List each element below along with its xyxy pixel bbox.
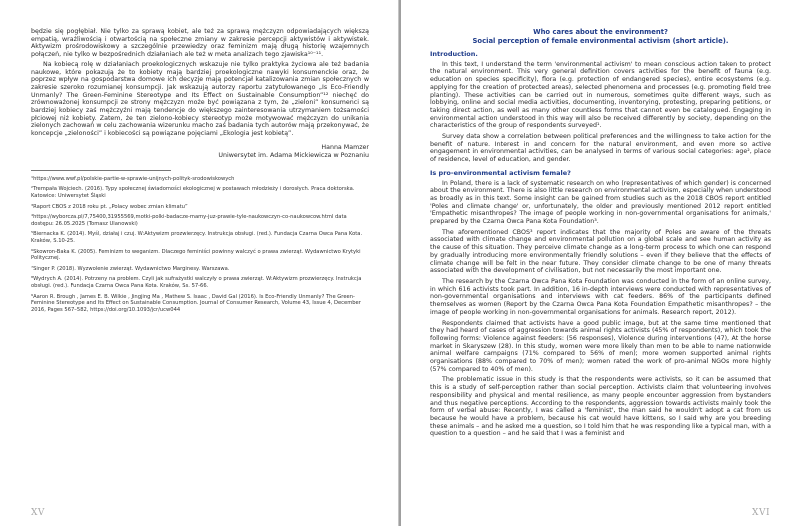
left-page-text [31,28,369,317]
footnote-1: ¹https://www.wwf.pl/polskie-partie-w-sprawie-unijnych-polityk-srodowiskowych [31,175,235,182]
right-page-text [430,28,771,441]
left-paragraph-2: Na kobiecą rolę w działaniach proekologicznych wskazuje nie tylko praktyka życiowa ale też badania naukowe, które pokazują że to kobiety mają bardziej proekologiczne nawyki konsumenckie oraz, że poprzez wpływ na gospodarstwa domowe ich decyzje mają potencjał katalizowania zmian społecznych w zakresie szeroko rozumianej konsumpcji. Jak wskazują autorzy raportu zatytułowanego „Is Eco-Friendly Unmanly? The Green-Feminine Stereotype and Its Effect on Sustainable Consumption”¹² niechęć do zrównoważonej konsumpcji ze strony mężczyzn może być powiązana z tym, że „zieloni” konsumenci są bardziej kobiecy zaś mężczyźni mają tendencje do większego zainteresowania utrzymaniem tożsamości płciowej niż kobiety. Zatem, że ten zielono-kobiecy stereotyp może motywować mężczyzn do unikania zielonych zachowań w celu zachowania wizerunku macho zaś badania tych autorów mają przekonywać, że koncepcje „zieloności” i kobiecości są powiązane pojęciami „Ekologia jest kobietą”. [31,60,369,138]
footnote-5: ⁵Biernacka K. (2014). Myśl, działaj i czuj. W:Aktywizm prozwierzęcy. Instrukcja obsługi. (red.). Fundacja Czarna Owca Pana Kota. Kraków, S.10-25. [31,231,363,244]
author-signature [31,144,369,160]
footnote-8: ⁸Wydrych A. (2014). Potrzeny na problem. Czyli jak sufrażystki walczyły o prawa zwierząt. W:Aktywizm prozwierzęcy. Instrukcja obsługi. (red.). Fundacja Czarna Owca Pana Kota. Kraków, Ss. 57-66. [31,276,362,289]
footnote-3: ³Raport CBOS z 2018 roku pt. „Polacy wobec zmian klimatu” [31,203,188,210]
section-paragraph-4: Respondents claimed that activists have a good public image, but at the same time mentioned that they had heard of cases of aggression towards animal rights activists (45% of respondents), which took the following forms: Violence against feeders: (56 responses), Violence during interventions (47), At the horse market in Skaryszew (28). In this study, women were more likely than men to be able to name nationwide animal welfare campaigns (71% compared to 56% of men); more women supported animal rights organisations (88% compared to 70% of men); women rated the work of pro-animal NGOs more highly (57% compared to 40% of men). [430,319,771,373]
footnote-4: ⁴https://wyborcza.pl/7,75400,31955569,motki-polki-badacze-mamy-juz-prawie-tyle-naukowczyn-co-naukowcow.html data dostępu: 26.05.2025 (Tomasz Ulanowski) [31,214,347,227]
intro-heading: Introduction. [430,50,478,58]
article-title-line-2: Social perception of female environmental activism (short article). [472,36,729,45]
author-name: Hanna Mamzer [321,143,369,151]
footnote-2: ²Trempała Wojciech. (2016). Typy społecznej świadomości ekologicznej w postawach młodzieży i dorosłych. Praca doktorska. Katowice: Uniwersytet Śląski [31,186,355,200]
section-paragraph-3: The research by the Czarna Owca Pana Kota Foundation was conducted in the form of an online survey, in which 616 activists took part. In addition, 16 in-depth interviews were conducted with representatives of non-governmental organisations and interviews with cat feeders. 86% of the participants defined themselves as women (Report by the Czarna Owca Pana Kota Foundation Empathetic misanthropes? – the image of people working in non-governmental organisations for animals. Research report, 2012). [430,277,771,316]
footnote-6: ⁶Skowron-Baka K. (2005). Feminizm to weganizm. Dlaczego feminiści powinny walczyć o prawa zwierząt. Wydawnictwo Krytyki Politycznej. [31,248,361,262]
page-number-right: XVI [752,508,770,518]
page-number-left: XV [31,508,45,518]
section-paragraph-5: The problematic issue in this study is that the respondents were activists, so it can be assumed that this is a study of self-perception rather than social perception. Activists claim that volunteering involves responsibility and physical and mental resilience, as many people encounter aggression from bystanders and thus negative perceptions. According to the respondents, aggression towards activists mainly took the form of verbal abuse: Recently, I was called a 'feminist', the man said he wouldn't adopt a cat from us because he would have a problem, because his cat would have kittens, so I said why are you breeding these animals – and he asked me a question, so I told him that he was responding like a typical man, with a question to a question – and he said that I was a feminist and [430,376,771,438]
left-paragraph-1: będzie się pogłębiał. Nie tylko za sprawą kobiet, ale też za sprawą mężczyzn odpowiadających większą empatią, wrażliwością i otwartością na społeczne zmiany w zakresie percepcji aktywistów i aktywistek. Aktywizm prośrodowiskowy a szczególnie przewiedzy oraz feminizm mają długą historię wzajemnych połączeń, nie tylko w bezpośrednich działaniach ale też w meta analizach tego zjawiska¹⁰⁻¹¹. [31,28,369,59]
intro-paragraph-1: In this text, I understand the term 'environmental activism' to mean conscious action taken to protect the natural environment. This very general definition covers activities for the benefit of fauna (e.g. education on species specificity), flora (e.g. protection of endangered species), entire ecosystems (e.g. applying for the creation of protected areas), selected phenomena and processes (e.g. promoting field tree planting). These activities can be carried out in numerous, sometimes quite different ways, such as lobbying, online and social media activities, documenting, inventorying, protesting, preparing petitions, or taking direct action, as well as many other countless forms that cannot even be catalogued. Engaging in environmental action understood in this way will also be received differently by society, depending on the characteristics of the group of respondents surveyed¹. [430,60,771,130]
intro-paragraph-2: Survey data show a correlation between political preferences and the willingness to take action for the benefit of nature. Interest in and concern for the natural environment, and even more so active engagement in environmental activities, can be analysed in terms of various social categories: age², place of residence, level of education, and gender. [430,133,771,164]
footnote-7: ⁷Singer P. (2018). Wyzwolenie zwierząt. Wydawnictwo Marginesy. Warszawa. [31,265,230,272]
author-affiliation: Uniwersytet im. Adama Mickiewicza w Poznaniu [218,151,369,159]
article-title [430,28,771,45]
right-page [401,0,800,526]
section-heading: Is pro-environmental activism female? [430,168,571,177]
section-paragraph-1: In Poland, there is a lack of systematic research on who (representatives of which gender) is concerned about the environment. There is also little research on environmental activism, especially when understood as broadly as in this text. Some insight can be gained from studies such as the 2018 CBOS report entitled 'Poles and climate change' or, unfortunately, the older and previously mentioned 2012 report entitled 'Empathetic misanthropes? The image of people working in non-governmental organisations for animals,' prepared by the Czarna Owca Pana Kota Foundation³. [430,179,771,226]
footnote-9: ⁹Aaron R. Brough , James E. B. Wilkie , Jingjing Ma , Mathew S. Isaac , David Gal (2016). Is Eco-Friendly Unmanly? The Green-Feminine Stereotype and Its Effect on Sustainable Consumption. Journal of Consumer Research, Volume 43, Issue 4, December 2016, Pages 567–582, https://doi.org/10.1093/jcr/ucw044 [31,293,361,313]
footnote-divider [31,170,171,171]
article-title-line-1: Who cares about the environment? [533,28,668,36]
section-paragraph-2: The aforementioned CBOS³ report indicates that the majority of Poles are aware of the threats associated with climate change and environmental pollution on a global scale and see human activity as the cause of this situation. They perceive climate change as a long-term process to which one can respond by gradually introducing more environmentally friendly solutions – even if they believe that the effects of climate change will be felt in the near future. They consider climate change to be one of many threats associated with the development of civilisation, but not necessarily the most important one. [430,228,771,275]
left-page [0,0,399,526]
